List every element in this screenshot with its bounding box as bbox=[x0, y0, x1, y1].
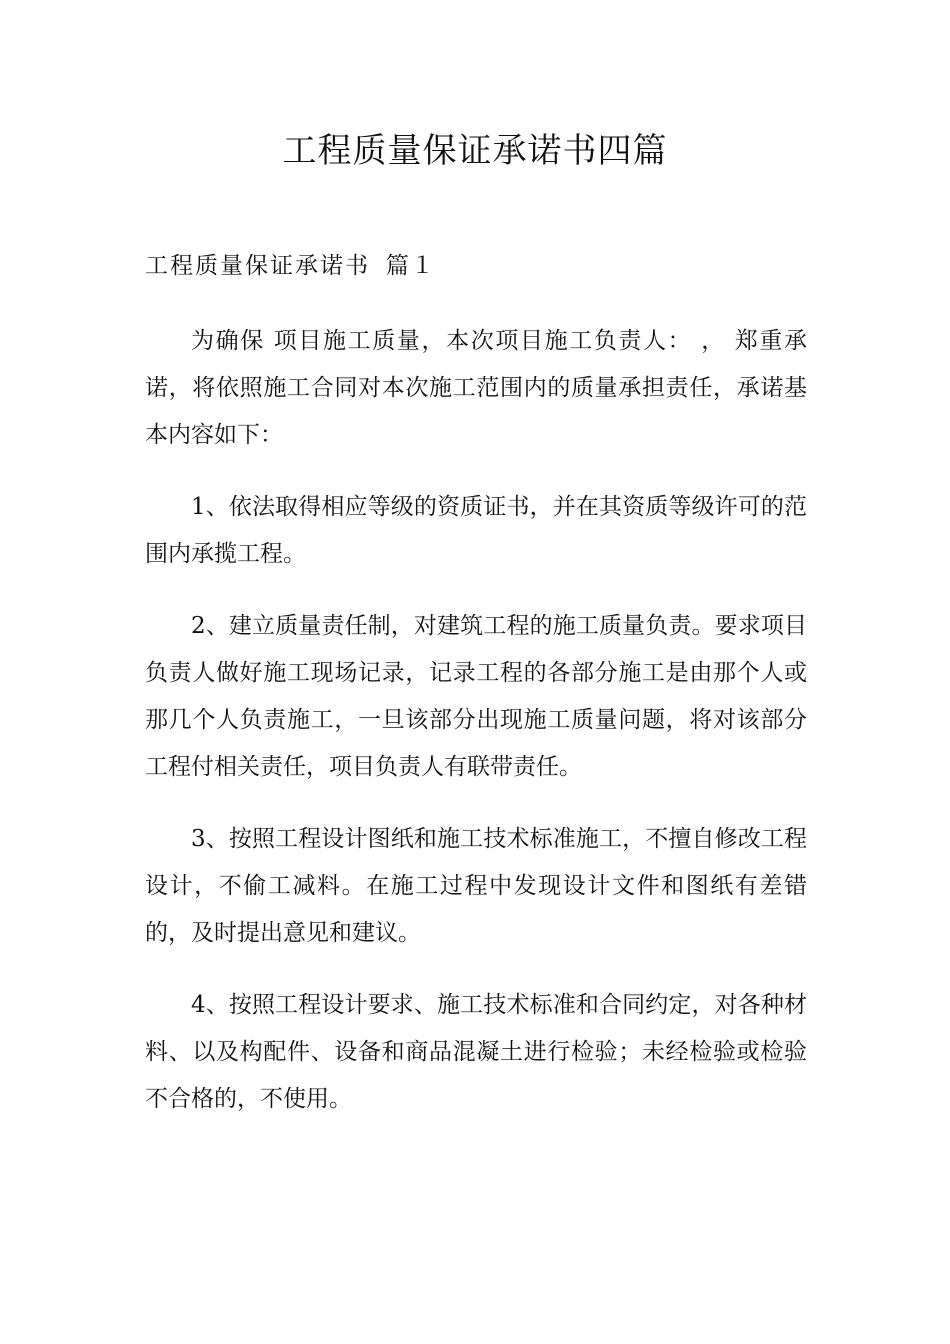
document-body bbox=[145, 318, 807, 1148]
paragraph-item-2: 2、建立质量责任制，对建筑工程的施工质量负责。要求项目负责人做好施工现场记录，记录工程的各部分施工是由那个人或那几个人负责施工，一旦该部分出现施工质量问题，将对该部分工程付相关责任，项目负责人有联带责任。 bbox=[145, 613, 807, 780]
document-title: 工程质量保证承诺书四篇 bbox=[282, 131, 668, 171]
paragraph-item-1: 1、依法取得相应等级的资质证书，并在其资质等级许可的范围内承揽工程。 bbox=[145, 494, 807, 567]
section-heading: 工程质量保证承诺书 篇１ bbox=[145, 253, 436, 279]
paragraph-item-4: 4、按照工程设计要求、施工技术标准和合同约定，对各种材料、以及构配件、设备和商品混凝土进行检验；未经检验或检验不合格的，不使用。 bbox=[145, 992, 807, 1112]
paragraph-intro: 为确保 项目施工质量，本次项目施工负责人： ， 郑重承诺，将依照施工合同对本次施工范围内的质量承担责任，承诺基本内容如下： bbox=[145, 328, 807, 448]
paragraph-item-3: 3、按照工程设计图纸和施工技术标准施工，不擅自修改工程设计，不偷工减料。在施工过程中发现设计文件和图纸有差错的，及时提出意见和建议。 bbox=[145, 826, 807, 946]
